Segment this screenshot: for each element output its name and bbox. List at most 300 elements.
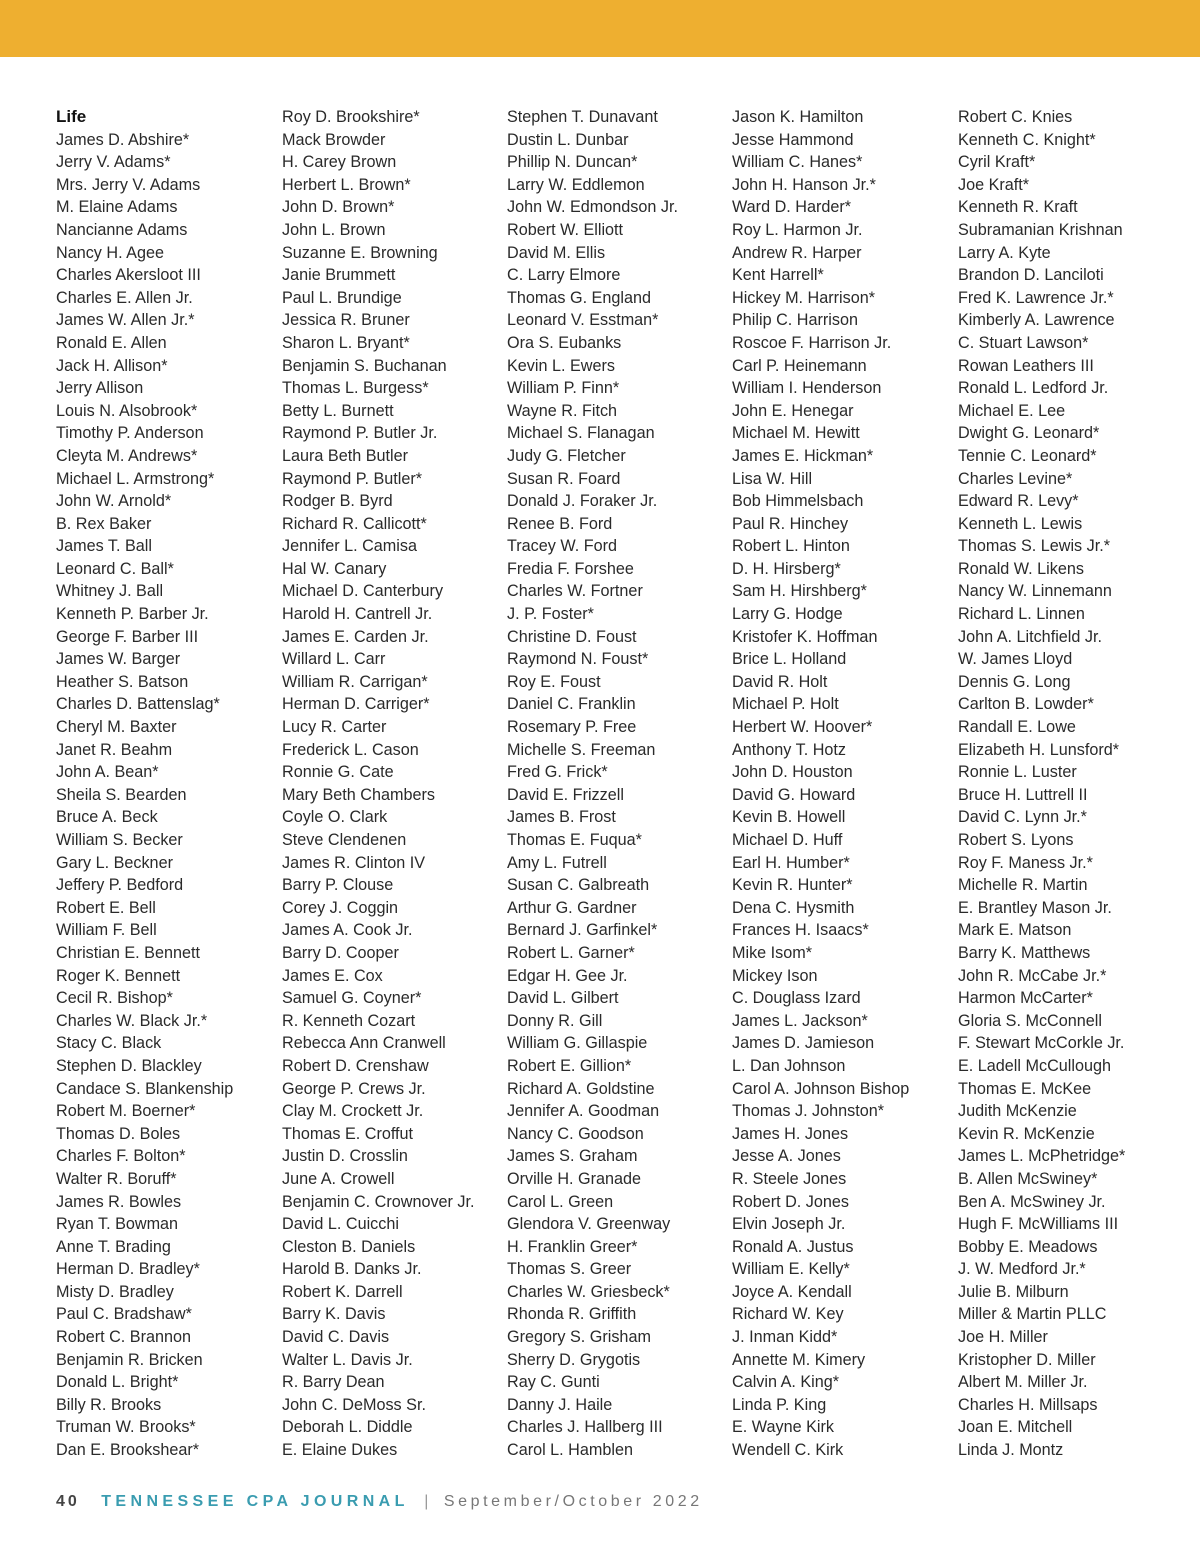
- member-name: Barry D. Cooper: [282, 943, 399, 962]
- member-name: Michael S. Flanagan: [507, 424, 655, 443]
- member-name: Charles H. Millsaps: [958, 1395, 1098, 1414]
- member-name: Roy E. Foust: [507, 672, 601, 691]
- member-name: J. W. Medford Jr.*: [958, 1260, 1086, 1279]
- member-name: Gary L. Beckner: [56, 853, 173, 872]
- member-name: E. Elaine Dukes: [282, 1441, 398, 1460]
- member-name: James S. Graham: [507, 1147, 638, 1166]
- member-name: Kenneth L. Lewis: [958, 514, 1083, 533]
- member-name: Jesse A. Jones: [732, 1147, 841, 1166]
- member-name: John C. DeMoss Sr.: [282, 1395, 426, 1414]
- member-name: Susan C. Galbreath: [507, 876, 650, 895]
- member-name: Dustin L. Dunbar: [507, 130, 629, 149]
- member-name: Kristofer K. Hoffman: [732, 627, 878, 646]
- member-name: Julie B. Milburn: [958, 1282, 1069, 1301]
- member-name: David C. Davis: [282, 1328, 390, 1347]
- member-name: Ronald A. Justus: [732, 1237, 854, 1256]
- member-name: David M. Ellis: [507, 243, 606, 262]
- member-name: Nancy C. Goodson: [507, 1124, 644, 1143]
- member-name: Nancy W. Linnemann: [958, 582, 1112, 601]
- member-name: James L. Jackson*: [732, 1011, 868, 1030]
- member-name: James R. Clinton IV: [282, 853, 426, 872]
- member-name: Walter L. Davis Jr.: [282, 1350, 413, 1369]
- name-column-1: [56, 106, 278, 1462]
- member-name: R. Steele Jones: [732, 1169, 847, 1188]
- member-name: Truman W. Brooks*: [56, 1418, 196, 1437]
- member-name: William C. Hanes*: [732, 153, 863, 172]
- member-name: William I. Henderson: [732, 379, 882, 398]
- member-name: Jack H. Allison*: [56, 356, 168, 375]
- member-name: Kent Harrell*: [732, 266, 824, 285]
- member-name: Ronnie G. Cate: [282, 763, 394, 782]
- member-name: James A. Cook Jr.: [282, 921, 413, 940]
- section-heading-life: Life: [56, 107, 87, 126]
- member-name: Lucy R. Carter: [282, 718, 387, 737]
- member-name: James T. Ball: [56, 537, 152, 556]
- member-name: Rowan Leathers III: [958, 356, 1094, 375]
- member-name: Barry K. Davis: [282, 1305, 386, 1324]
- member-name: Linda J. Montz: [958, 1441, 1064, 1460]
- member-name: William R. Carrigan*: [282, 672, 428, 691]
- member-name: Judith McKenzie: [958, 1102, 1077, 1121]
- member-name: Hugh F. McWilliams III: [958, 1215, 1119, 1234]
- member-name: Whitney J. Ball: [56, 582, 164, 601]
- member-name: James L. McPhetridge*: [958, 1147, 1126, 1166]
- name-column-3: [507, 106, 729, 1462]
- member-name: Lisa W. Hill: [732, 469, 813, 488]
- member-name: Kevin B. Howell: [732, 808, 846, 827]
- member-name: James H. Jones: [732, 1124, 849, 1143]
- member-name: Harold H. Cantrell Jr.: [282, 605, 433, 624]
- member-name: Judy G. Fletcher: [507, 446, 626, 465]
- member-name: W. James Lloyd: [958, 650, 1073, 669]
- member-name: Daniel C. Franklin: [507, 695, 636, 714]
- member-name: Sherry D. Grygotis: [507, 1350, 641, 1369]
- member-name: John A. Bean*: [56, 763, 159, 782]
- member-name: George F. Barber III: [56, 627, 199, 646]
- name-column-2: [282, 106, 504, 1462]
- member-name: Charles Levine*: [958, 469, 1073, 488]
- member-name: Raymond N. Foust*: [507, 650, 649, 669]
- member-name: Ray C. Gunti: [507, 1373, 600, 1392]
- member-name: Stephen T. Dunavant: [507, 108, 658, 126]
- member-name: Michael P. Holt: [732, 695, 839, 714]
- member-name: Misty D. Bradley: [56, 1282, 174, 1301]
- member-name: Michael E. Lee: [958, 401, 1066, 420]
- member-name: Jerry Allison: [56, 379, 144, 398]
- member-name: Charles Akersloot III: [56, 266, 201, 285]
- member-name: Kristopher D. Miller: [958, 1350, 1096, 1369]
- member-name: Coyle O. Clark: [282, 808, 388, 827]
- member-name: Dan E. Brookshear*: [56, 1441, 200, 1460]
- member-name: Ronald W. Likens: [958, 559, 1084, 578]
- member-name: James E. Hickman*: [732, 446, 874, 465]
- member-name: D. H. Hirsberg*: [732, 559, 841, 578]
- top-color-bar: [0, 0, 1200, 57]
- member-name: Paul C. Bradshaw*: [56, 1305, 192, 1324]
- member-name: Bobby E. Meadows: [958, 1237, 1098, 1256]
- member-name: Edgar H. Gee Jr.: [507, 966, 628, 985]
- member-name: Betty L. Burnett: [282, 401, 394, 420]
- member-name: Thomas S. Lewis Jr.*: [958, 537, 1111, 556]
- member-name: Edward R. Levy*: [958, 492, 1079, 511]
- member-name: M. Elaine Adams: [56, 198, 178, 217]
- member-name: Richard A. Goldstine: [507, 1079, 655, 1098]
- member-name: Robert D. Jones: [732, 1192, 849, 1211]
- member-name: Donny R. Gill: [507, 1011, 603, 1030]
- member-name: Susan R. Foard: [507, 469, 621, 488]
- member-name: Arthur G. Gardner: [507, 898, 637, 917]
- member-name: Wayne R. Fitch: [507, 401, 618, 420]
- member-name: Paul R. Hinchey: [732, 514, 849, 533]
- member-name: Larry W. Eddlemon: [507, 175, 645, 194]
- member-name: Philip C. Harrison: [732, 311, 858, 330]
- member-name: Bernard J. Garfinkel*: [507, 921, 658, 940]
- member-name: Richard W. Key: [732, 1305, 844, 1324]
- member-name: Kevin R. Hunter*: [732, 876, 853, 895]
- member-name: Steve Clendenen: [282, 831, 407, 849]
- member-name: Randall E. Lowe: [958, 718, 1076, 737]
- member-name: Tennie C. Leonard*: [958, 446, 1097, 465]
- member-name: Leonard V. Esstman*: [507, 311, 659, 330]
- member-name: Annette M. Kimery: [732, 1350, 866, 1369]
- member-name: Willard L. Carr: [282, 650, 386, 669]
- member-name: Michael L. Armstrong*: [56, 469, 215, 488]
- member-name: Thomas G. England: [507, 288, 651, 307]
- member-name: Elvin Joseph Jr.: [732, 1215, 846, 1234]
- member-name: Michael M. Hewitt: [732, 424, 860, 443]
- member-name: Frances H. Isaacs*: [732, 921, 869, 940]
- member-name: Miller & Martin PLLC: [958, 1305, 1107, 1324]
- member-name: Michelle R. Martin: [958, 876, 1088, 895]
- member-name: John H. Hanson Jr.*: [732, 175, 876, 194]
- member-name: Harmon McCarter*: [958, 989, 1093, 1008]
- member-name: Robert M. Boerner*: [56, 1102, 196, 1121]
- member-name: Nancianne Adams: [56, 220, 188, 239]
- member-name: Christine D. Foust: [507, 627, 637, 646]
- member-name: Roy L. Harmon Jr.: [732, 220, 863, 239]
- member-name: Mickey Ison: [732, 966, 818, 985]
- member-name: Herman D. Bradley*: [56, 1260, 200, 1279]
- member-name: Janie Brummett: [282, 266, 396, 285]
- member-name: James E. Cox: [282, 966, 383, 985]
- issue-date: September/October 2022: [443, 1493, 703, 1510]
- member-name: James W. Allen Jr.*: [56, 311, 195, 330]
- footer-divider: |: [424, 1493, 429, 1510]
- member-name: Jeffery P. Bedford: [56, 876, 184, 895]
- member-name: Mark E. Matson: [958, 921, 1072, 940]
- member-name: John D. Houston: [732, 763, 853, 782]
- member-name: Corey J. Coggin: [282, 898, 399, 917]
- member-name: William S. Becker: [56, 831, 183, 849]
- member-name: Nancy H. Agee: [56, 243, 164, 262]
- member-name: F. Stewart McCorkle Jr.: [958, 1034, 1125, 1053]
- member-name: Earl H. Humber*: [732, 853, 850, 872]
- member-name: Fredia F. Forshee: [507, 559, 634, 578]
- member-name: Carol A. Johnson Bishop: [732, 1079, 910, 1098]
- member-name: Carol L. Hamblen: [507, 1441, 633, 1460]
- member-name: J. P. Foster*: [507, 605, 594, 624]
- member-name: Hickey M. Harrison*: [732, 288, 876, 307]
- member-name: Anne T. Brading: [56, 1237, 171, 1256]
- member-name: Harold B. Danks Jr.: [282, 1260, 422, 1279]
- member-name: R. Kenneth Cozart: [282, 1011, 416, 1030]
- member-name: John W. Edmondson Jr.: [507, 198, 678, 217]
- member-name: Stacy C. Black: [56, 1034, 162, 1053]
- member-name: Thomas D. Boles: [56, 1124, 181, 1143]
- member-name: Rosemary P. Free: [507, 718, 637, 737]
- member-name: Charles D. Battenslag*: [56, 695, 220, 714]
- member-name: Jason K. Hamilton: [732, 108, 864, 126]
- member-name: Sam H. Hirshberg*: [732, 582, 867, 601]
- member-name: Heather S. Batson: [56, 672, 189, 691]
- member-name: Danny J. Haile: [507, 1395, 613, 1414]
- member-name: Louis N. Alsobrook*: [56, 401, 198, 420]
- member-name: Laura Beth Butler: [282, 446, 408, 465]
- member-name: C. Larry Elmore: [507, 266, 621, 285]
- member-name: Glendora V. Greenway: [507, 1215, 671, 1234]
- member-name: Michael D. Huff: [732, 831, 843, 849]
- page-footer: [56, 1493, 703, 1517]
- member-name: James D. Abshire*: [56, 130, 190, 149]
- member-name: Christian E. Bennett: [56, 943, 200, 962]
- member-name: Joan E. Mitchell: [958, 1418, 1073, 1437]
- member-name: Kevin R. McKenzie: [958, 1124, 1095, 1143]
- member-name: John A. Litchfield Jr.: [958, 627, 1102, 646]
- member-name: Larry A. Kyte: [958, 243, 1051, 262]
- member-name: Kenneth C. Knight*: [958, 130, 1096, 149]
- member-name: Brice L. Holland: [732, 650, 847, 669]
- member-name: James E. Carden Jr.: [282, 627, 429, 646]
- member-name: David G. Howard: [732, 785, 856, 804]
- member-name: B. Rex Baker: [56, 514, 152, 533]
- member-name: Barry P. Clouse: [282, 876, 394, 895]
- member-name: Paul L. Brundige: [282, 288, 402, 307]
- member-name: Calvin A. King*: [732, 1373, 840, 1392]
- member-name: Fred G. Frick*: [507, 763, 608, 782]
- member-name: Brandon D. Lanciloti: [958, 266, 1104, 285]
- member-name: Candace S. Blankenship: [56, 1079, 234, 1098]
- member-name: Timothy P. Anderson: [56, 424, 204, 443]
- member-name: Cecil R. Bishop*: [56, 989, 173, 1008]
- member-name: Elizabeth H. Lunsford*: [958, 740, 1120, 759]
- member-name: Kevin L. Ewers: [507, 356, 615, 375]
- member-name: Rodger B. Byrd: [282, 492, 393, 511]
- member-name: Leonard C. Ball*: [56, 559, 174, 578]
- member-name: Kimberly A. Lawrence: [958, 311, 1115, 330]
- member-name: E. Ladell McCullough: [958, 1056, 1111, 1075]
- member-name: Robert E. Gillion*: [507, 1056, 632, 1075]
- member-name: Thomas S. Greer: [507, 1260, 632, 1279]
- member-name: Donald J. Foraker Jr.: [507, 492, 658, 511]
- member-name: Fred K. Lawrence Jr.*: [958, 288, 1114, 307]
- member-name: Cyril Kraft*: [958, 153, 1036, 172]
- member-name: E. Wayne Kirk: [732, 1418, 834, 1437]
- member-name: Larry G. Hodge: [732, 605, 843, 624]
- member-name: Carlton B. Lowder*: [958, 695, 1094, 714]
- member-name: Charles W. Black Jr.*: [56, 1011, 208, 1030]
- member-name: Dwight G. Leonard*: [958, 424, 1100, 443]
- member-name: Michael D. Canterbury: [282, 582, 444, 601]
- member-name: John R. McCabe Jr.*: [958, 966, 1107, 985]
- member-name: John D. Brown*: [282, 198, 395, 217]
- member-name: Rebecca Ann Cranwell: [282, 1034, 446, 1053]
- member-name: John W. Arnold*: [56, 492, 172, 511]
- member-name: Jerry V. Adams*: [56, 153, 171, 172]
- member-name: William P. Finn*: [507, 379, 620, 398]
- member-name: Gregory S. Grisham: [507, 1328, 651, 1347]
- member-name: Frederick L. Cason: [282, 740, 419, 759]
- member-name: Charles E. Allen Jr.: [56, 288, 193, 307]
- member-name: Robert K. Darrell: [282, 1282, 403, 1301]
- member-name: Cleston B. Daniels: [282, 1237, 416, 1256]
- member-name: Wendell C. Kirk: [732, 1441, 844, 1460]
- member-name: Mrs. Jerry V. Adams: [56, 175, 201, 194]
- member-name: Joe H. Miller: [958, 1328, 1048, 1347]
- member-name: H. Franklin Greer*: [507, 1237, 638, 1256]
- member-name: Ronald E. Allen: [56, 333, 167, 352]
- member-name: Ronald L. Ledford Jr.: [958, 379, 1109, 398]
- member-name: Charles J. Hallberg III: [507, 1418, 663, 1437]
- member-name: Roscoe F. Harrison Jr.: [732, 333, 892, 352]
- member-name: Robert C. Knies: [958, 108, 1073, 126]
- member-name: David C. Lynn Jr.*: [958, 808, 1087, 827]
- member-name: Ryan T. Bowman: [56, 1215, 179, 1234]
- member-name: Billy R. Brooks: [56, 1395, 162, 1414]
- member-name: Phillip N. Duncan*: [507, 153, 638, 172]
- member-name: Bruce H. Luttrell II: [958, 785, 1088, 804]
- member-name: George P. Crews Jr.: [282, 1079, 426, 1098]
- member-name: Kenneth P. Barber Jr.: [56, 605, 209, 624]
- member-name: Charles F. Bolton*: [56, 1147, 186, 1166]
- name-column-4: [732, 106, 954, 1462]
- member-name: R. Barry Dean: [282, 1373, 385, 1392]
- member-name: Michelle S. Freeman: [507, 740, 656, 759]
- member-name: Donald L. Bright*: [56, 1373, 179, 1392]
- member-name: Jennifer L. Camisa: [282, 537, 417, 556]
- member-name: Linda P. King: [732, 1395, 827, 1414]
- member-name: Tracey W. Ford: [507, 537, 618, 556]
- member-name: Andrew R. Harper: [732, 243, 862, 262]
- member-name: Hal W. Canary: [282, 559, 387, 578]
- member-name: Thomas E. McKee: [958, 1079, 1092, 1098]
- member-name: Amy L. Futrell: [507, 853, 607, 872]
- member-name: Robert S. Lyons: [958, 831, 1074, 849]
- member-name: Jennifer A. Goodman: [507, 1102, 660, 1121]
- member-name: Albert M. Miller Jr.: [958, 1373, 1088, 1392]
- journal-name: TENNESSEE CPA JOURNAL: [101, 1493, 409, 1510]
- member-name: Ward D. Harder*: [732, 198, 852, 217]
- member-name: Justin D. Crosslin: [282, 1147, 408, 1166]
- member-name: Herbert L. Brown*: [282, 175, 411, 194]
- member-name: William E. Kelly*: [732, 1260, 850, 1279]
- member-name: Roy D. Brookshire*: [282, 108, 420, 126]
- member-name: Gloria S. McConnell: [958, 1011, 1102, 1030]
- member-name: C. Stuart Lawson*: [958, 333, 1089, 352]
- member-name: James R. Bowles: [56, 1192, 182, 1211]
- member-name: Robert L. Garner*: [507, 943, 635, 962]
- member-name: John L. Brown: [282, 220, 386, 239]
- member-name: Thomas L. Burgess*: [282, 379, 429, 398]
- member-name: David E. Frizzell: [507, 785, 624, 804]
- member-name: Mary Beth Chambers: [282, 785, 435, 804]
- member-name: Rhonda R. Griffith: [507, 1305, 637, 1324]
- member-name: J. Inman Kidd*: [732, 1328, 838, 1347]
- member-name: E. Brantley Mason Jr.: [958, 898, 1112, 917]
- member-name: Roy F. Maness Jr.*: [958, 853, 1093, 872]
- page-number: 40: [56, 1493, 80, 1510]
- member-name: David L. Gilbert: [507, 989, 619, 1008]
- member-name: Clay M. Crockett Jr.: [282, 1102, 424, 1121]
- member-name: David L. Cuicchi: [282, 1215, 399, 1234]
- member-name: Robert C. Brannon: [56, 1328, 191, 1347]
- member-name: John E. Henegar: [732, 401, 854, 420]
- member-name: Charles W. Fortner: [507, 582, 643, 601]
- member-name: Cheryl M. Baxter: [56, 718, 177, 737]
- member-name: L. Dan Johnson: [732, 1056, 846, 1075]
- member-name: Bob Himmelsbach: [732, 492, 864, 511]
- member-name: Renee B. Ford: [507, 514, 613, 533]
- member-name: William F. Bell: [56, 921, 157, 940]
- member-name: Ben A. McSwiney Jr.: [958, 1192, 1106, 1211]
- member-name: Herman D. Carriger*: [282, 695, 430, 714]
- member-name: Suzanne E. Browning: [282, 243, 438, 262]
- member-name: Carl P. Heinemann: [732, 356, 867, 375]
- member-name: Sharon L. Bryant*: [282, 333, 410, 352]
- member-name: Dennis G. Long: [958, 672, 1071, 691]
- member-name: Robert L. Hinton: [732, 537, 850, 556]
- member-name: Herbert W. Hoover*: [732, 718, 873, 737]
- member-name: Richard L. Linnen: [958, 605, 1085, 624]
- member-name: Janet R. Beahm: [56, 740, 173, 759]
- member-name: Robert W. Elliott: [507, 220, 624, 239]
- member-name: Jesse Hammond: [732, 130, 854, 149]
- member-name: Benjamin S. Buchanan: [282, 356, 447, 375]
- member-name: Ronnie L. Luster: [958, 763, 1077, 782]
- member-name: Carol L. Green: [507, 1192, 614, 1211]
- member-name: Raymond P. Butler Jr.: [282, 424, 438, 443]
- member-name: James B. Frost: [507, 808, 616, 827]
- member-name: B. Allen McSwiney*: [958, 1169, 1098, 1188]
- member-name: Roger K. Bennett: [56, 966, 181, 985]
- member-name: Thomas E. Croffut: [282, 1124, 414, 1143]
- name-column-5: [958, 106, 1180, 1462]
- member-name: Sheila S. Bearden: [56, 785, 187, 804]
- member-name: Orville H. Granade: [507, 1169, 642, 1188]
- member-name: James D. Jamieson: [732, 1034, 875, 1053]
- member-name: Samuel G. Coyner*: [282, 989, 422, 1008]
- member-name: Stephen D. Blackley: [56, 1056, 202, 1075]
- member-name: Richard R. Callicott*: [282, 514, 427, 533]
- member-name: Dena C. Hysmith: [732, 898, 855, 917]
- member-name: Joyce A. Kendall: [732, 1282, 852, 1301]
- member-name: Bruce A. Beck: [56, 808, 158, 827]
- member-name: Mack Browder: [282, 130, 386, 149]
- member-name: Benjamin C. Crownover Jr.: [282, 1192, 475, 1211]
- member-name: Ora S. Eubanks: [507, 333, 622, 352]
- member-name: Cleyta M. Andrews*: [56, 446, 198, 465]
- member-name: Joe Kraft*: [958, 175, 1030, 194]
- member-name: Raymond P. Butler*: [282, 469, 423, 488]
- member-name: Walter R. Boruff*: [56, 1169, 177, 1188]
- member-name: Anthony T. Hotz: [732, 740, 846, 759]
- member-name: Jessica R. Bruner: [282, 311, 410, 330]
- member-name: Kenneth R. Kraft: [958, 198, 1078, 217]
- member-name: Thomas E. Fuqua*: [507, 831, 642, 849]
- member-name: Charles W. Griesbeck*: [507, 1282, 670, 1301]
- member-name: James W. Barger: [56, 650, 181, 669]
- member-name: Subramanian Krishnan: [958, 220, 1123, 239]
- member-name: Barry K. Matthews: [958, 943, 1091, 962]
